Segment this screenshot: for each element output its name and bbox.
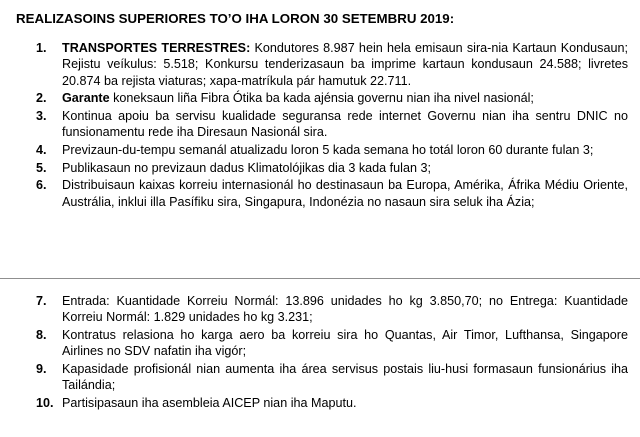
list-item-text: [62, 40, 628, 89]
list-item-number: 3.: [36, 108, 47, 123]
section-divider: [0, 278, 640, 279]
list-item-text: [62, 293, 628, 326]
list-item-lead: Garante: [62, 91, 110, 106]
list-item: [36, 90, 628, 106]
list-item-number: 8.: [36, 327, 47, 342]
list-item-text: [62, 90, 628, 106]
list-item: [36, 142, 628, 158]
list-item-text: [62, 142, 628, 158]
list-item-number: 9.: [36, 361, 47, 376]
list-item-text: [62, 395, 628, 411]
list-item-number: 5.: [36, 160, 47, 175]
list-item: [36, 177, 628, 210]
list-item: [36, 108, 628, 141]
list-item-text: [62, 327, 628, 360]
list-item: [36, 361, 628, 394]
list-item-text: [62, 177, 628, 210]
list-item-number: 6.: [36, 178, 47, 193]
list-item-number: 2.: [36, 91, 47, 106]
list-item-number: 7.: [36, 294, 47, 308]
list-item-number: 1.: [36, 41, 47, 55]
list-item-text: [62, 160, 628, 176]
list-item-body: koneksaun liña Fibra Ótika ba kada ajénsia governu nian iha nivel nasionál;: [109, 91, 534, 106]
list-item-body: Publikasaun no previzaun dadus Klimatolójikas dia 3 kada fulan 3;: [62, 160, 431, 175]
list-item-text: [62, 108, 628, 141]
list-item: [36, 327, 628, 360]
document-title: REALIZASOINS SUPERIORES TO’O IHA LORON 30 SETEMBRU 2019:: [16, 11, 455, 26]
achievements-list-bottom: [36, 293, 628, 411]
list-item-body: Kondutores 8.987 hein hela emisaun sira-nia Kartaun Kondusaun; Rejistu veíkulus: 5.518; Konkursu tenderizasaun ba imprime kartaun kondusaun 24.588; livretes 20.874 ba rejista viaturas; xapa-matríkula pár hamutuk 22.711.: [62, 41, 628, 88]
list-item-number: 4.: [36, 142, 47, 157]
list-item-body: Kontinua apoiu ba servisu kualidade seguransa rede internet Governu nian iha sentru DNIC no funsionamentu rede iha Diresaun Nasionál sira.: [62, 108, 628, 140]
list-item-lead: TRANSPORTES TERRESTRES:: [62, 41, 251, 55]
achievements-list-top: [36, 40, 628, 210]
list-item-number: 10.: [36, 395, 54, 410]
list-item-body: Kontratus relasiona ho karga aero ba korreiu sira ho Quantas, Air Timor, Lufthansa, Singapore Airlines no SDV nafatin iha vigór;: [62, 327, 628, 359]
list-item: [36, 293, 628, 326]
list-item-text: [62, 361, 628, 394]
list-item: [36, 160, 628, 176]
list-item-body: Kapasidade profisionál nian aumenta iha área servisus postais liu-husi formasaun funsionárius iha Tailándia;: [62, 361, 628, 393]
list-item: [36, 40, 628, 89]
list-item-body: Partisipasaun iha asembleia AICEP nian iha Maputu.: [62, 395, 357, 410]
list-item-body: Previzaun-du-tempu semanál atualizadu loron 5 kada semana ho totál loron 60 durante fulan 3;: [62, 142, 594, 157]
list-item-body: Entrada: Kuantidade Korreiu Normál: 13.896 unidades ho kg 3.850,70; no Entrega: Kuantidade Korreiu Normál: 1.829 unidades ho kg 3.231;: [62, 294, 628, 325]
list-item: [36, 395, 628, 411]
list-item-body: Distribuisaun kaixas korreiu internasionál ho destinasaun ba Europa, Amérika, Áfrika Médiu Oriente, Austrália, inklui illa Pasífiku sira, Singapura, Indonézia no nasaun sira seluk iha Ázia;: [62, 178, 628, 209]
